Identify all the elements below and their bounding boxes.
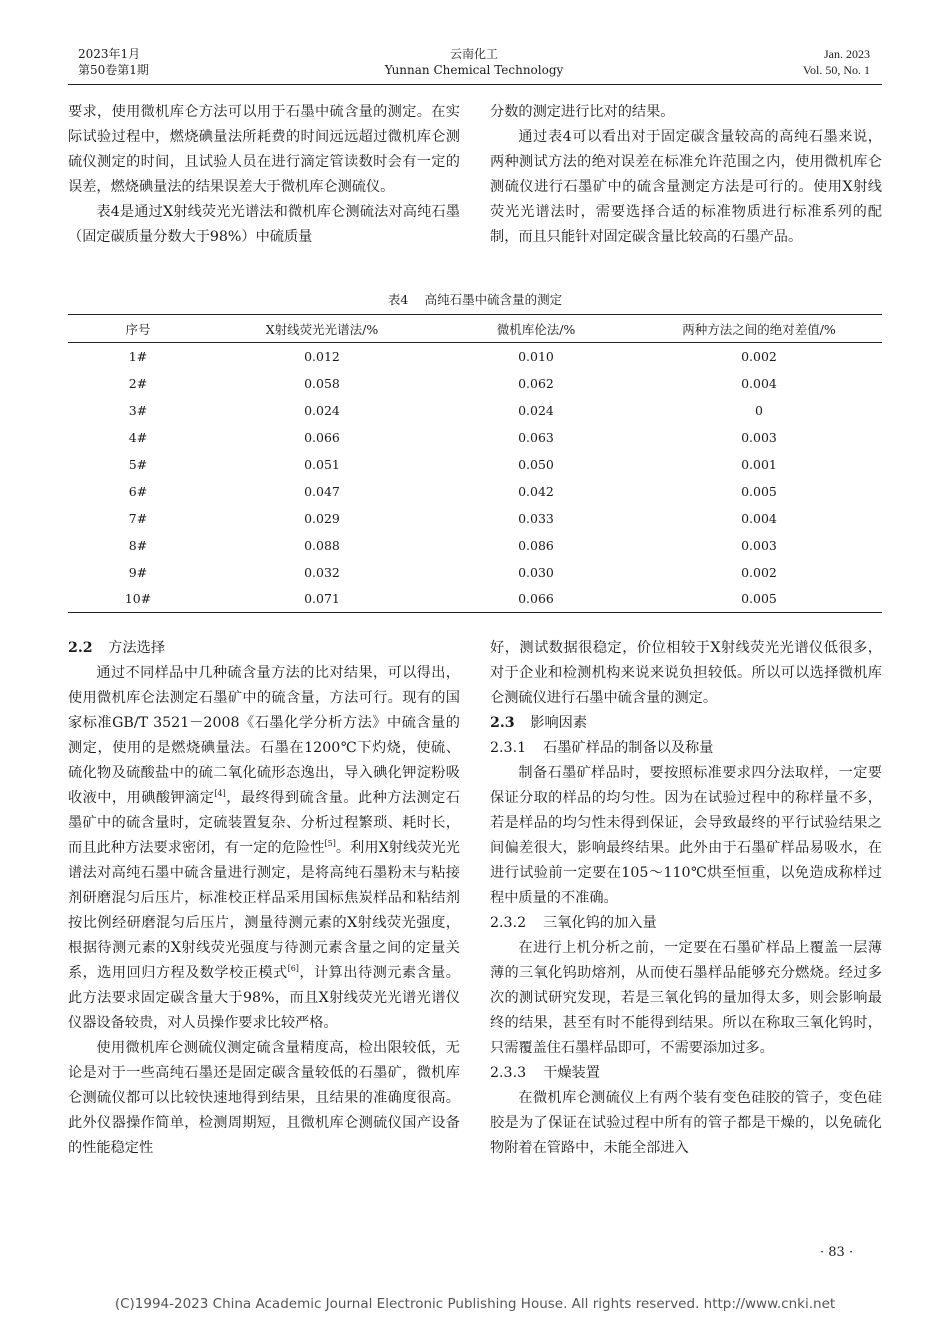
section-heading-2-2 [68, 636, 460, 661]
table-cell: 0.010 [518, 348, 554, 364]
section-number: 2.3.2 [490, 915, 527, 931]
running-header [78, 46, 870, 86]
section-heading-2-3 [490, 711, 882, 736]
table-cell: 0.062 [518, 375, 554, 391]
bottom-left-column [68, 636, 460, 1161]
citation-ref: [5] [324, 839, 336, 848]
header-date-en: Jan. 2023 [824, 47, 870, 61]
table-cell: 0.024 [518, 402, 554, 418]
table-cell: 0.071 [304, 591, 340, 607]
table-row [68, 397, 882, 424]
table-caption [68, 290, 882, 308]
table-cell: 0.051 [304, 456, 340, 472]
section-heading-2-3-2 [490, 911, 882, 936]
table-cell: 0.004 [741, 375, 777, 391]
table-cell: 0.086 [518, 537, 554, 553]
paragraph: 制备石墨矿样品时，要按照标准要求四分法取样，一定要保证分取的样品的均匀性。因为在试验过程中的称样量不多，若是样品的均匀性未得到保证，会导致最终的平行试验结果之间偏差很大，影响最终结果。此外由于石墨矿样品易吸水，在进行试验前一定要在105～110℃烘至恒重，以免造成称样过程中质量的不准确。 [490, 765, 882, 906]
paragraph: 表4是通过X射线荧光光谱法和微机库仑测硫法对高纯石墨（固定碳质量分数大于98%）中硫质量 [68, 204, 460, 245]
table-cell: 0.047 [304, 483, 340, 499]
paragraph: 通过表4可以看出对于固定碳含量较高的高纯石墨来说，两种测试方法的绝对误差在标准允许范围之内，使用微机库仑测硫仪进行石墨矿中的硫含量测定方法是可行的。使用X射线荧光光谱法时，需要选择合适的标准物质进行标准系列的配制，而且只能针对固定碳含量比较高的石墨产品。 [490, 129, 882, 245]
bottom-right-column [490, 636, 882, 1161]
table-row [68, 559, 882, 586]
paragraph: 分数的测定进行比对的结果。 [490, 104, 675, 120]
section-number: 2.3 [490, 715, 515, 731]
section-heading-2-3-3 [490, 1061, 882, 1086]
table-cell: 1# [128, 348, 148, 364]
section-title: 三氧化钨的加入量 [543, 915, 657, 931]
citation-ref: [6] [287, 964, 299, 973]
table-cell: 0.003 [741, 537, 777, 553]
section-number: 2.3.3 [490, 1065, 527, 1081]
sulfur-content-table [68, 314, 882, 613]
table-cell: 7# [128, 510, 148, 526]
table-cell: 0.024 [304, 402, 340, 418]
table-cell: 2# [128, 375, 148, 391]
paragraph: 使用微机库仑测硫仪测定硫含量精度高，检出限较低，无论是对于一些高纯石墨还是固定碳含量较低的石墨矿，微机库仑测硫仪都可以比较快速地得到结果，且结果的准确度很高。此外仪器操作简单，检测周期短，且微机库仑测硫仪国产设备的性能稳定性 [68, 1040, 460, 1156]
citation-ref: [4] [214, 789, 226, 798]
table-cell: 0 [755, 402, 763, 418]
table-cell: 10# [124, 591, 152, 607]
table-caption-title: 高纯石墨中硫含量的测定 [424, 292, 563, 307]
section-number: 2.2 [68, 640, 93, 656]
table-row [68, 586, 882, 613]
text-run: ，最终得到硫含量。此种方法测定石墨矿中的硫含量时，定硫装置复杂、分析过程繁琐、耗时长，而且此种方法要求密闭，有一定的危险性 [68, 790, 460, 856]
table-row [68, 370, 882, 397]
table-cell: 6# [128, 483, 148, 499]
table-cell: 4# [128, 429, 148, 445]
table-caption-number: 表4 [387, 292, 409, 307]
table-cell: 0.088 [304, 537, 340, 553]
table-cell: 3# [128, 402, 148, 418]
table-cell: 0.002 [741, 564, 777, 580]
section-heading-2-3-1 [490, 736, 882, 761]
column-header: 序号 [125, 321, 151, 337]
paragraph: 要求，使用微机库仑方法可以用于石墨中硫含量的测定。在实际试验过程中，燃烧碘量法所耗费的时间远远超过微机库仑测硫仪测定的时间，且试验人员在进行滴定管读数时会有一定的误差，燃烧碘量法的结果误差大于微机库仑测硫仪。 [68, 104, 460, 195]
table-cell: 0.012 [304, 348, 340, 364]
table-cell: 0.005 [741, 483, 777, 499]
page-number: · 83 · [820, 1245, 854, 1260]
header-date-cn: 2023年1月 [78, 47, 141, 61]
table-cell: 0.029 [304, 510, 340, 526]
section-title: 影响因素 [530, 715, 588, 731]
table-cell: 0.042 [518, 483, 554, 499]
section-title: 干燥装置 [543, 1065, 600, 1081]
table-cell: 0.033 [518, 510, 554, 526]
header-right [803, 46, 870, 78]
table-cell: 9# [128, 564, 148, 580]
table-row [68, 424, 882, 451]
table-row [68, 451, 882, 478]
table-cell: 5# [128, 456, 148, 472]
header-volume-cn: 第50卷第1期 [78, 63, 149, 77]
table-row [68, 343, 882, 370]
paragraph: 在进行上机分析之前，一定要在石墨矿样品上覆盖一层薄薄的三氧化钨助熔剂，从而使石墨样品能够充分燃烧。经过多次的测试研究发现，若是三氧化钨的量加得太多，则会影响最终的结果，甚至有时不能得到结果。所以在称取三氧化钨时，只需覆盖住石墨样品即可，不需要添加过多。 [490, 940, 882, 1056]
column-header: X射线荧光光谱法/% [265, 321, 379, 337]
table-cell: 0.066 [304, 429, 340, 445]
copyright-footer: (C)1994-2023 China Academic Journal Electronic Publishing House. All rights reserved. http://www.cnki.net [114, 1296, 836, 1312]
table-cell: 0.050 [518, 456, 554, 472]
header-journal-en: Yunnan Chemical Technology [384, 63, 564, 77]
section-title: 石墨矿样品的制备以及称量 [543, 740, 714, 756]
section-title: 方法选择 [108, 640, 166, 656]
header-rule [68, 84, 882, 85]
table-cell: 8# [128, 537, 148, 553]
paragraph: 在微机库仑测硫仪上有两个装有变色硅胶的管子，变色硅胶是为了保证在试验过程中所有的管子都是干燥的，以免硫化物附着在管路中，未能全部进入 [490, 1090, 882, 1156]
table-row [68, 478, 882, 505]
paragraph [68, 661, 460, 1036]
top-left-column [68, 100, 460, 250]
table-cell: 0.030 [518, 564, 554, 580]
table-cell: 0.066 [518, 591, 554, 607]
header-journal-cn: 云南化工 [449, 47, 498, 61]
column-header: 两种方法之间的绝对差值/% [682, 321, 836, 337]
table-cell: 0.003 [741, 429, 777, 445]
table-row [68, 505, 882, 532]
table-row [68, 532, 882, 559]
table-cell: 0.004 [741, 510, 777, 526]
table-cell: 0.001 [741, 456, 777, 472]
table-cell: 0.063 [518, 429, 554, 445]
text-run: 。利用X射线荧光光谱法对高纯石墨中硫含量进行测定，是将高纯石墨粉末与粘接剂研磨混匀后压片，标准校正样品采用国标焦炭样品和粘结剂按比例经研磨混匀后压片，测量待测元素的X射线荧光强度，根据待测元素的X射线荧光强度与待测元素含量之间的定量关系，选用回归方程及数学校正模式 [68, 840, 460, 981]
table-cell: 0.002 [741, 348, 777, 364]
table-cell: 0.058 [304, 375, 340, 391]
paragraph: 好，测试数据很稳定，价位相较于X射线荧光光谱仪低很多，对于企业和检测机构来说来说负担较低。所以可以选择微机库仑测硫仪进行石墨中硫含量的测定。 [490, 640, 882, 706]
section-number: 2.3.1 [490, 740, 527, 756]
table-header-row [68, 315, 882, 343]
header-volume-en: Vol. 50, No. 1 [802, 63, 870, 77]
text-run: ，计算出待测元素含量。此方法要求固定碳含量大于98%，而且X射线荧光光谱光谱仪仪器设备较贵，对人员操作要求比较严格。 [68, 965, 460, 1031]
text-run: 通过不同样品中几种硫含量方法的比对结果，可以得出，使用微机库仑法测定石墨矿中的硫含量，方法可行。现有的国家标准GB/T 3521－2008《石墨化学分析方法》中硫含量的测定，使用的是燃烧碘量法。石墨在1200℃下灼烧，使硫、硫化物及硫酸盐中的硫二氧化硫形态逸出，导入碘化钾淀粉吸收液中，用碘酸钾滴定 [68, 665, 460, 806]
column-header: 微机库伦法/% [496, 321, 576, 337]
top-right-column [490, 100, 882, 250]
table-cell: 0.032 [304, 564, 340, 580]
header-center [78, 46, 870, 78]
table-cell: 0.005 [741, 591, 777, 607]
